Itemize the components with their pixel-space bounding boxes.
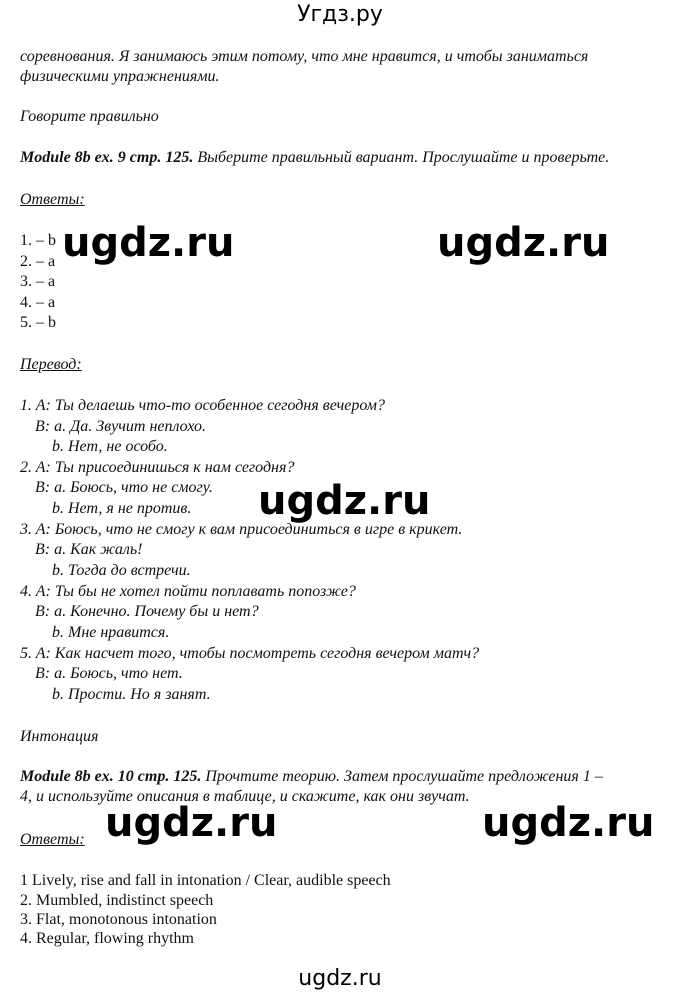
translation-line: B: a. Да. Звучит неплохо. — [35, 418, 207, 435]
task-10-instruction-line-2: 4, и используйте описания в таблице, и скажите, как они звучат. — [20, 788, 470, 805]
watermark: ugdz.ru — [482, 800, 655, 846]
answer-1: 1. – b — [20, 232, 56, 249]
intonation-answer: 2. Mumbled, indistinct speech — [20, 892, 214, 909]
translation-line: b. Нет, не особо. — [52, 438, 168, 455]
answer-2: 2. – a — [20, 253, 56, 270]
translation-line: 5. A: Как насчет того, чтобы посмотреть сегодня вечером матч? — [20, 645, 480, 662]
answer-5: 5. – b — [20, 314, 56, 331]
intro-line-1: соревнования. Я занимаюсь этим потому, что мне нравится, и чтобы заниматься — [20, 48, 589, 65]
task-10-text-1: Прочтите теорию. Затем прослушайте предложения 1 – — [201, 768, 603, 785]
intonation-answer: 3. Flat, monotonous intonation — [20, 911, 217, 928]
watermark: ugdz.ru — [105, 800, 278, 846]
task-9-reference: Module 8b ex. 9 стр. 125. — [20, 149, 194, 166]
intonation-answer: 1 Lively, rise and fall in intonation / Clear, audible speech — [20, 872, 391, 889]
translation-line: 1. A: Ты делаешь что-то особенное сегодня вечером? — [20, 397, 385, 414]
watermark: ugdz.ru — [437, 220, 610, 266]
task-10-instruction-line-1 — [20, 767, 603, 787]
intro-line-2: физическими упражнениями. — [20, 68, 220, 85]
site-header: Угдз.ру — [297, 2, 383, 27]
section-title-speak-correctly: Говорите правильно — [20, 108, 159, 125]
translation-line: B: a. Конечно. Почему бы и нет? — [35, 603, 259, 620]
translation-line: 4. A: Ты бы не хотел пойти поплавать попозже? — [20, 583, 356, 600]
intonation-answer: 4. Regular, flowing rhythm — [20, 930, 194, 947]
watermark: ugdz.ru — [62, 220, 235, 266]
translation-line: b. Нет, я не против. — [52, 500, 192, 517]
translation-line: 2. A: Ты присоединишься к нам сегодня? — [20, 459, 295, 476]
answers-label-2: Ответы: — [20, 831, 85, 848]
task-10-reference: Module 8b ex. 10 стр. 125. — [20, 768, 202, 785]
translation-line: b. Тогда до встречи. — [52, 562, 191, 579]
answer-4: 4. – a — [20, 294, 56, 311]
answer-3: 3. – a — [20, 273, 56, 290]
translation-line: B: a. Боюсь, что не смогу. — [35, 479, 213, 496]
site-footer: ugdz.ru — [298, 966, 382, 991]
translation-line: b. Мне нравится. — [52, 624, 170, 641]
task-9-instruction — [20, 148, 609, 168]
answers-label-1: Ответы: — [20, 191, 85, 208]
translation-line: 3. A: Боюсь, что не смогу к вам присоединиться в игре в крикет. — [20, 521, 463, 538]
section-title-intonation: Интонация — [20, 728, 99, 745]
translation-line: b. Прости. Но я занят. — [52, 686, 211, 703]
translation-line: B: a. Боюсь, что нет. — [35, 665, 183, 682]
watermark: ugdz.ru — [258, 478, 431, 524]
translation-label: Перевод: — [20, 356, 82, 373]
task-9-text: Выберите правильный вариант. Прослушайте и проверьте. — [193, 149, 610, 166]
translation-line: B: a. Как жаль! — [35, 541, 143, 558]
